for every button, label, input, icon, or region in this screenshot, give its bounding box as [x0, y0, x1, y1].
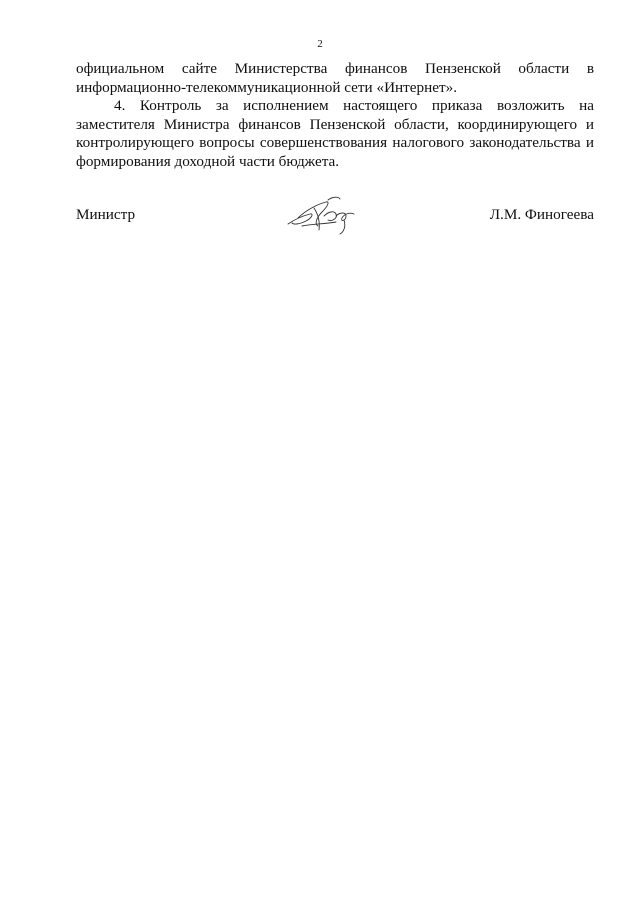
signature-block — [76, 206, 594, 234]
paragraph-continuation: официальном сайте Министерства финансов Пензенской области в информационно-телекоммуникационной сети «Интернет». — [76, 60, 594, 96]
page-number: 2 — [317, 38, 323, 50]
handwritten-signature — [284, 194, 364, 238]
signer-position: Министр — [76, 206, 136, 223]
paragraph-item-4: 4. Контроль за исполнением настоящего приказа возложить на заместителя Министра финансов Пензенской области, координирующего и контролирующего вопросы совершенствования налогового законодательства и формирования доходной части бюджета. — [76, 97, 594, 170]
signer-name: Л.М. Финогеева — [489, 206, 594, 223]
document-body — [76, 60, 594, 172]
